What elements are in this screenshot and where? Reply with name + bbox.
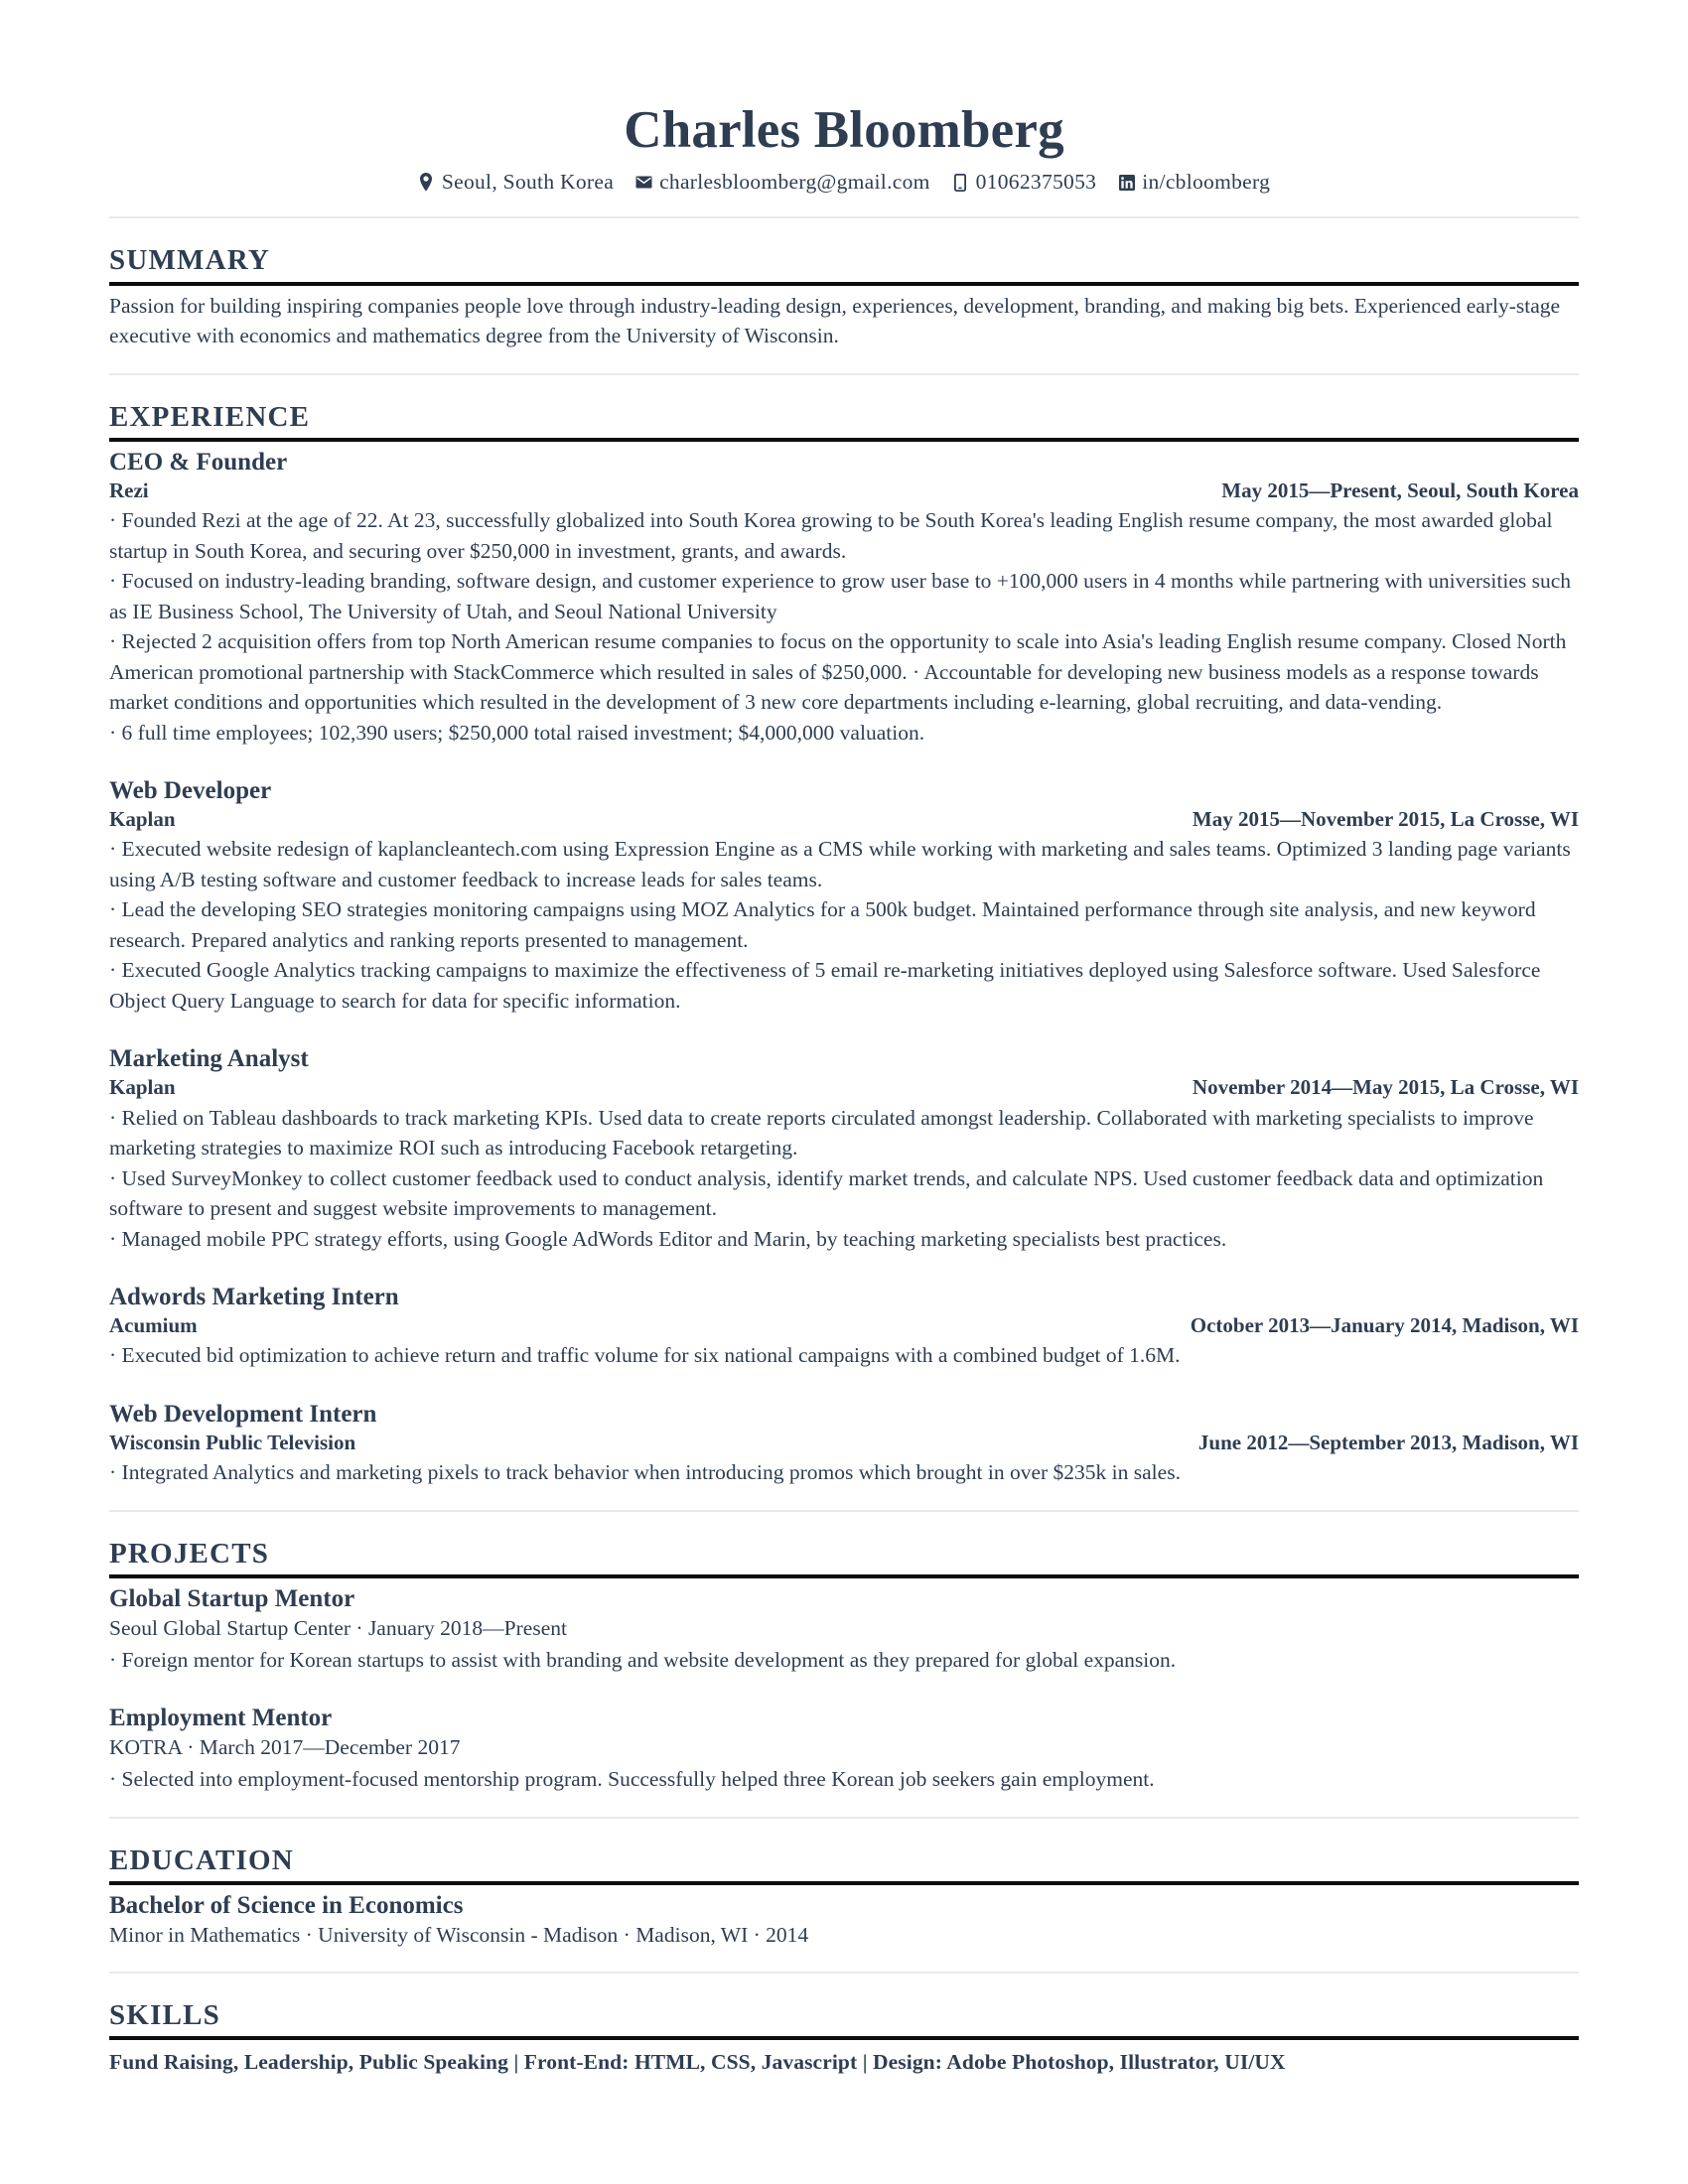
bullet-item: · Lead the developing SEO strategies monitoring campaigns using MOZ Analytics for a 500k budget. Maintained performance through site analysis, and new keyword research. Prepared analytics and ranking reports presented to management.	[109, 894, 1579, 955]
section-title-skills: SKILLS	[109, 1999, 220, 2031]
linkedin-icon	[1118, 172, 1135, 193]
education-details: Minor in Mathematics · University of Wisconsin - Madison · Madison, WI · 2014	[109, 1923, 809, 1948]
experience-date-location: May 2015—Present, Seoul, South Korea	[1221, 478, 1579, 502]
experience-role: Marketing Analyst	[109, 1045, 309, 1073]
bullet-item: · Executed website redesign of kaplancleantech.com using Expression Engine as a CMS while working with marketing and sales teams. Optimized 3 landing page variants using A/B testing software and customer feedback to increase leads for sales teams.	[109, 834, 1579, 894]
bullet-item: · Selected into employment-focused mentorship program. Successfully helped three Korean job seekers gain employment.	[109, 1764, 1579, 1795]
experience-date-location: June 2012—September 2013, Madison, WI	[1197, 1430, 1579, 1454]
bullet-list	[109, 1645, 1579, 1676]
bullet-item: · Foreign mentor for Korean startups to assist with branding and website development as they prepared for global expansion.	[109, 1645, 1579, 1676]
experience-company: Kaplan	[109, 1075, 176, 1100]
bullet-list	[109, 1457, 1579, 1488]
education-degree: Bachelor of Science in Economics	[109, 1892, 464, 1920]
experience-company: Acumium	[109, 1313, 198, 1338]
bullet-list	[109, 505, 1579, 748]
bullet-item: · Focused on industry-leading branding, software design, and customer experience to grow user base to +100,000 users in 4 months while partnering with universities such as IE Business School, The University of Utah, and Seoul National University	[109, 566, 1579, 626]
experience-meta	[109, 1313, 1579, 1338]
entry-spacer	[109, 1016, 1579, 1031]
contact-line	[109, 170, 1579, 195]
contact-linkedin-text: in/cbloomberg	[1142, 170, 1271, 195]
bullet-item: · Relied on Tableau dashboards to track marketing KPIs. Used data to create reports circulated amongst leadership. Collaborated with marketing specialists to improve marketing strategies to maximize ROI such as introducing Facebook retargeting.	[109, 1103, 1579, 1163]
experience-entry	[109, 1283, 1579, 1371]
experience-entry-list	[109, 448, 1579, 1488]
section-rule-education	[109, 1881, 1579, 1885]
contact-location[interactable]	[418, 170, 614, 195]
experience-meta	[109, 1431, 1579, 1455]
section-skills	[109, 1974, 1579, 2077]
experience-role: Adwords Marketing Intern	[109, 1284, 399, 1311]
bullet-item: · Executed Google Analytics tracking campaigns to maximize the effectiveness of 5 email re-marketing initiatives deployed using Salesforce software. Used Salesforce Object Query Language to search for data for specific information.	[109, 955, 1579, 1016]
contact-phone[interactable]	[952, 170, 1097, 195]
experience-meta	[109, 478, 1579, 503]
entry-spacer	[109, 748, 1579, 763]
phone-icon	[952, 172, 969, 193]
contact-email[interactable]	[635, 170, 930, 195]
bullet-item: · Managed mobile PPC strategy efforts, using Google AdWords Editor and Marin, by teaching marketing specialists best practices.	[109, 1224, 1579, 1255]
education-entry	[109, 1891, 1579, 1950]
bullet-list	[109, 1103, 1579, 1255]
contact-phone-text: 01062375053	[975, 170, 1097, 195]
experience-role: Web Development Intern	[109, 1400, 377, 1428]
project-subtitle: KOTRA · March 2017—December 2017	[109, 1735, 461, 1760]
summary-text: Passion for building inspiring companies people love through industry-leading design, experiences, development, branding, and making big bets. Experienced early-stage executive with economics and mathematics degree from the University of Wisconsin.	[109, 293, 1561, 348]
section-summary	[109, 218, 1579, 350]
experience-company: Wisconsin Public Television	[109, 1430, 356, 1454]
project-entry	[109, 1704, 1579, 1794]
experience-date-location: November 2014—May 2015, La Crosse, WI	[1192, 1075, 1579, 1100]
section-title-summary: SUMMARY	[109, 244, 271, 277]
bullet-list	[109, 834, 1579, 1016]
location-pin-icon	[418, 172, 435, 193]
section-rule-summary	[109, 282, 1579, 286]
page-title: Charles Bloomberg	[624, 101, 1064, 159]
section-rule-skills	[109, 2036, 1579, 2040]
bullet-item: · 6 full time employees; 102,390 users; $250,000 total raised investment; $4,000,000 valuation.	[109, 718, 1579, 749]
section-title-education: EDUCATION	[109, 1843, 294, 1876]
section-rule-projects	[109, 1574, 1579, 1578]
bullet-list	[109, 1764, 1579, 1795]
section-title-projects: PROJECTS	[109, 1537, 270, 1570]
bullet-item: · Used SurveyMonkey to collect customer feedback used to conduct analysis, identify market trends, and calculate NPS. Used customer feedback data and optimization software to present and suggest website improvements to management.	[109, 1163, 1579, 1224]
experience-meta	[109, 807, 1579, 832]
section-rule-experience	[109, 438, 1579, 442]
projects-entry-list	[109, 1584, 1579, 1795]
experience-date-location: May 2015—November 2015, La Crosse, WI	[1192, 807, 1579, 832]
experience-role: CEO & Founder	[109, 448, 288, 476]
experience-entry	[109, 448, 1579, 748]
project-subtitle: Seoul Global Startup Center · January 2018—Present	[109, 1615, 567, 1640]
section-projects	[109, 1512, 1579, 1795]
experience-entry	[109, 776, 1579, 1016]
experience-role: Web Developer	[109, 777, 272, 805]
experience-company: Rezi	[109, 478, 149, 502]
education-entry-list	[109, 1891, 1579, 1950]
envelope-icon	[635, 172, 652, 193]
experience-meta	[109, 1075, 1579, 1100]
bullet-list	[109, 1340, 1579, 1371]
project-name: Employment Mentor	[109, 1705, 333, 1732]
experience-entry	[109, 1400, 1579, 1488]
contact-location-text: Seoul, South Korea	[441, 170, 615, 195]
bullet-item: · Integrated Analytics and marketing pixels to track behavior when introducing promos which brought in over $235k in sales.	[109, 1457, 1579, 1488]
experience-company: Kaplan	[109, 807, 176, 832]
experience-entry	[109, 1044, 1579, 1254]
entry-spacer	[109, 1675, 1579, 1691]
section-education	[109, 1819, 1579, 1950]
section-title-experience: EXPERIENCE	[109, 400, 311, 433]
entry-spacer	[109, 1254, 1579, 1270]
bullet-item: · Executed bid optimization to achieve return and traffic volume for six national campaigns with a combined budget of 1.6M.	[109, 1340, 1579, 1371]
experience-date-location: October 2013—January 2014, Madison, WI	[1190, 1313, 1579, 1338]
resume-header	[109, 60, 1579, 195]
bullet-item: · Founded Rezi at the age of 22. At 23, successfully globalized into South Korea growing to be South Korea's leading English resume company, the most awarded global startup in South Korea, and securing over $250,000 in investment, grants, and awards.	[109, 505, 1579, 566]
project-entry	[109, 1584, 1579, 1675]
skills-text: Fund Raising, Leadership, Public Speaking | Front-End: HTML, CSS, Javascript | Design: Adobe Photoshop, Illustrator, UI/UX	[109, 2050, 1286, 2075]
section-experience	[109, 375, 1579, 1488]
contact-email-text: charlesbloomberg@gmail.com	[659, 170, 930, 195]
bullet-item: · Rejected 2 acquisition offers from top North American resume companies to focus on the opportunity to scale into Asia's leading English resume company. Closed North American promotional partnership with StackCommerce which resulted in sales of $250,000. · Accountable for developing new business models as a response towards market conditions and opportunities which resulted in the development of 3 new core departments including e-learning, global recruiting, and data-vending.	[109, 626, 1579, 718]
contact-linkedin[interactable]	[1118, 170, 1270, 195]
project-name: Global Startup Mentor	[109, 1584, 355, 1612]
entry-spacer	[109, 1371, 1579, 1387]
